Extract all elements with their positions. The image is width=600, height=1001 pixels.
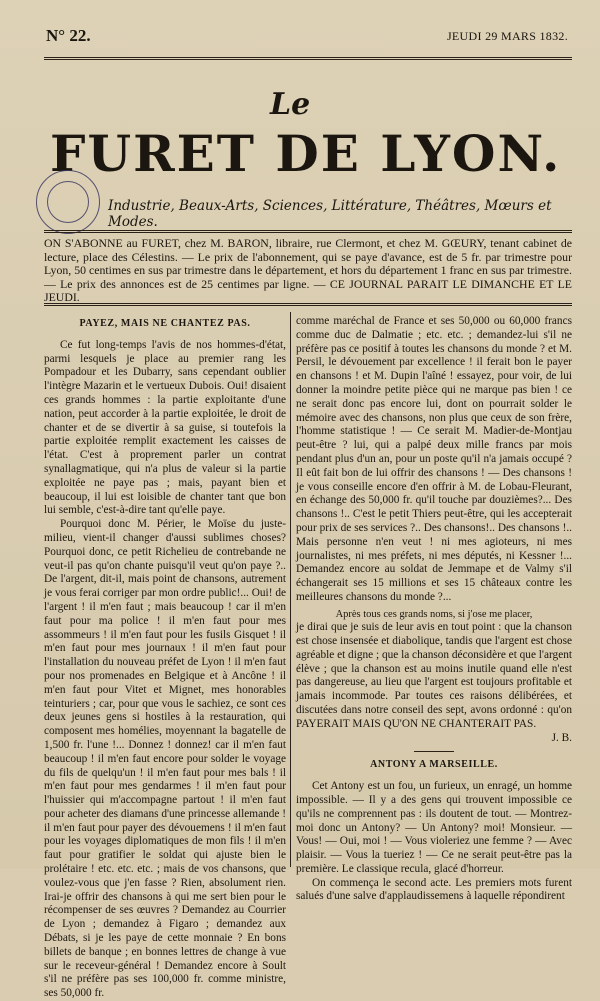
article-heading: PAYEZ, MAIS NE CHANTEZ PAS. bbox=[79, 318, 251, 329]
subscription-top-rule bbox=[44, 230, 572, 233]
library-stamp-inner-ring bbox=[47, 181, 89, 223]
article-paragraph: Pourquoi donc M. Périer, le Moïse du juste-milieu, vient-il changer d'aussi sublimes choses? Pourquoi donc, ce petit Richelieu de contrebande ne veut-il pas qu'on chante puisqu'il veut qu'on paye ?.. De l'argent, dit-il, mais point de chansons, autrement je vous ferai corriger par mon ordre public!... Oui! de l'argent ! il m'en faut ; mais beaucoup ! car il m'en faut pour ma police ! il m'en faut pour mes assommeurs ! il m'en faut pour les fusils Gisquet ! il m'en faut pour mes journaux ! il m'en faut pour l'installation du nouveau préfet de Lyon ! il m'en faut pour nos promenades en Belgique et à Ancône ! il m'en faut pour Vitet et Mignet, mes honorables teinturiers ; car, pour que vous le sachiez, ce sont ces deux jeunes gens si hostiles à la restauration, qui composent mes homélies, moyennant la bagatelle de 1,500 fr. l'une !... Donnez ! donnez! car il m'en faut beaucoup ! il m'en faut encore pour solder le voyage du fils de quelqu'un ! il m'en faut pour mes bals ! il m'en faut pour mes gendarmes ! il m'en faut pour l'huissier qui m'accompagne partout ! il m'en faut pour acheter des diamans d'une princesse allemande ! il m'en faut pour payer des dévouemens ! il m'en faut pour les voyages diplomatiques de mon fils ! il m'en faut pour gratifier le soldat qui ajuste bien le prolétaire ! etc. etc. etc. ; mais de vos chansons, que voulez-vous que j'en fasse ? Rien, absolument rien. Irai-je offrir des chansons à qui me sert bien pour le récompenser de ses œuvres ? Demandez au Courrier de Lyon ; demandez à Figaro ; demandez aux Débats, si je les paye de cette monnaie ? En bons billets de banque ; en bonnes lettres de change à vue sur le receveur-général ! Demandez encore à Soult s'il ne préfère pas ses 100,000 fr. comme ministre, ses 50,000 fr. bbox=[44, 518, 286, 1000]
article-heading: ANTONY A MARSEILLE. bbox=[370, 759, 498, 771]
masthead-subtitle: Industrie, Beaux-Arts, Sciences, Littérature, Théâtres, Mœurs et Modes. bbox=[108, 198, 552, 230]
top-rule bbox=[44, 57, 572, 60]
article-paragraph: comme maréchal de France et ses 50,000 ou 60,000 francs comme duc de Dalmatie ; etc. etc. ; demandez-lui s'il ne préfère pas ce positif à toutes les chansons du monde ? et M. Persil, le dévouement par excellence ! il ferait bon le payer en chansons ! et M. Dupin l'aîné ! essayez, pour voir, de lui donner la moindre petite pièce qui ne marque pas bien ! ce ne serait donc pas encore lui, dont on pourrait solder le mémoire avec des chansons, non plus que ceux de son frère, l'homme statistique ! — Ce serait M. Madier-de-Montjau peut-être ? lui, qui a palpé deux mille francs par mois pendant plus d'un an, pour un poste qu'il n'a jamais occupé ? Il eût fait bon de lui offrir des chansons ! — Des chansons ! je vous conseille encore d'en offrir à M. de Lobau-Fleurant, en échange des 50,000 fr. qu'il touche par douzièmes?... Des chansons !.. C'est le petit Thiers peut-être, qui les accepterait pour prix de ses services ?.. Des chansons!.. Des chansons !.. Mais personne n'en veut ! ni mes agioteurs, ni mes journalistes, ni mes préfets, ni mes députés, ni Kessner !... Demandez encore au soldat de Jemmape et de Valmy s'il échangerait ses 15 millions et ses 15 châteaux contre les meilleures chansons du monde ?... bbox=[296, 315, 572, 603]
subscription-bottom-rule bbox=[44, 303, 572, 306]
issue-date: JEUDI 29 MARS 1832. bbox=[446, 29, 568, 43]
subscription-notice: ON S'ABONNE au FURET, chez M. BARON, libraire, rue Clermont, et chez M. GŒURY, tenant cabinet de lecture, place des Célestins. — Le prix de l'abonnement, qui se paye d'avance, est de 5 fr. par trimestre pour Lyon, 50 centimes en sus par trimestre dans le département, et hors du département 1 franc en sus par trimestre. — Le prix des annonces est de 25 centimes par ligne. — CE JOURNAL PARAIT LE DIMANCHE ET LE JEUDI. bbox=[44, 236, 572, 304]
library-stamp bbox=[36, 170, 100, 234]
article-paragraph: je dirai que je suis de leur avis en tout point : que la chanson est chose insensée et diabolique, tandis que l'argent est chose agréable et digne ; que la chanson déconsidère et que l'argent élève ; que la chanson est au moins inutile quand elle n'est pas dangereuse, au lieu que l'argent est toujours profitable et jamais incommode. Par toutes ces raisons délibérées, et discutées dans notre conseil des sept, avons ordonné : qu'on PAYERAIT MAIS QU'ON NE CHANTERAIT PAS. bbox=[296, 621, 572, 730]
issue-number: N° 22. bbox=[46, 26, 91, 45]
article-paragraph: Cet Antony est un fou, un furieux, un enragé, un homme impossible. — Il y a des gens qui trouvent impossible ce qu'ils ne comprennent pas : ils doutent de tout. — Montrez-moi donc un Antony? — Un Antony? moi! Monsieur. — Vous! — Oui, moi ! — Vous violeriez une femme ? — Avec plaisir. — Vous la tueriez ! — Ce ne serait peut-être pas la première. Le classique recula, glacé d'horreur. bbox=[296, 780, 572, 875]
masthead-title: FURET DE LYON. bbox=[50, 124, 562, 183]
right-column bbox=[296, 315, 572, 904]
article-paragraph: On commença le second acte. Les premiers mots furent salués d'une salve d'applaudissemens à laquelle répondirent bbox=[296, 876, 572, 903]
masthead-le: Le bbox=[270, 87, 311, 122]
column-divider bbox=[290, 312, 291, 867]
verse-quote: Après tous ces grands noms, si j'ose me placer, bbox=[335, 608, 533, 620]
left-column bbox=[44, 315, 286, 1001]
section-divider bbox=[414, 751, 454, 752]
article-signature: J. B. bbox=[551, 731, 572, 744]
article-paragraph: Ce fut long-temps l'avis de nos hommes-d'état, parmi lesquels je place au premier rang les Pompadour et les Dubarry, sans cependant oublier l'intègre Mazarin et le vertueux Dubois. Oui! disaient ces grands hommes : la partie exploitante d'une nation, peut accorder à la partie exploitée, le droit de chanter et de se divertir à sa guise, si toutefois la partie exploitée remplit exactement les caisses de l'état. C'est à proprement parler un contrat synallagmatique, qui n'a plus de valeur si la partie exploitée ne paye pas ; mais, payant bien et beaucoup, il lui est loisible de chanter tant que bon lui semble, c'est-à-dire tant qu'elle paye. bbox=[44, 338, 286, 517]
